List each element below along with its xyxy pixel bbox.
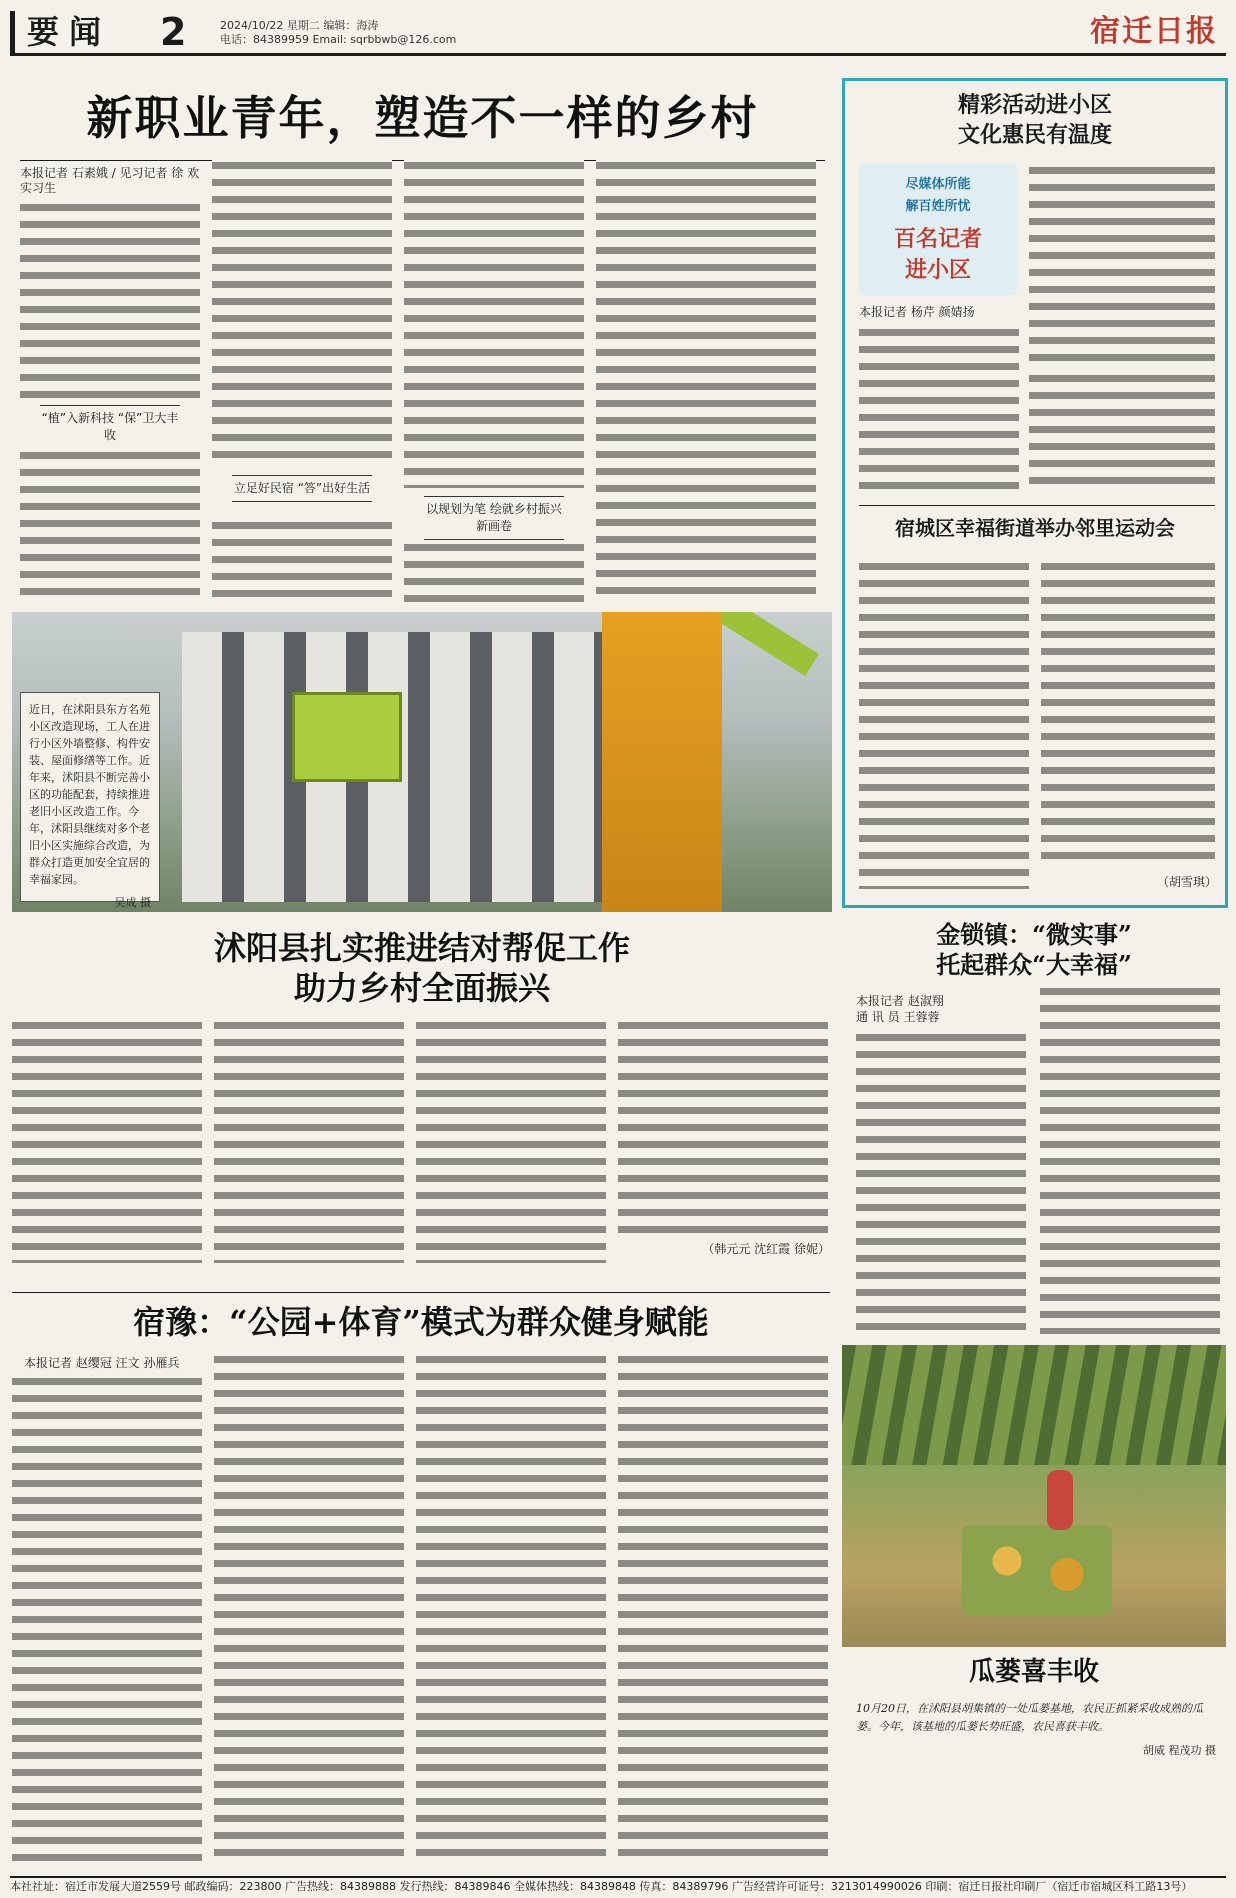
story3-column-1-text xyxy=(856,1030,1026,1335)
story3-byline-2: 通 讯 员 王蓉蓉 xyxy=(856,1010,940,1024)
masthead-info-line2: 电话：84389959 Email: sqrbbwb@126.com xyxy=(220,33,457,46)
photo1-caption: 近日，在沭阳县东方名苑小区改造现场，工人在进行小区外墙整修、构件安装、屋面修缮等工作。近年来，沭阳县不断完善小区的功能配套，持续推进老旧小区改造工作。今年，沭阳县继续对多个老旧小区实施综合改造，为群众打造更加安全宜居的幸福家园。 xyxy=(29,703,150,886)
harvest-basket xyxy=(962,1525,1112,1615)
story3-column-2-text xyxy=(1040,984,1220,1334)
sidebar-article-col-2 xyxy=(1041,559,1215,869)
page-number: 2 xyxy=(160,10,187,54)
photo1-credit: 吴成 摄 xyxy=(114,896,151,909)
sidebar-headline-1: 精彩活动进小区 xyxy=(957,92,1112,118)
badge-title-1: 百名记者 xyxy=(893,227,982,252)
footer-info: 本社社址：宿迁市发展大道2559号 邮政编码：223800 广告热线：84389888 发行热线：84389846 全媒体热线：84389848 传真：84389796 广告经营许可证号：3213014990026 印刷：宿迁日报社印刷厂（宿迁市宿城区科工路13号） xyxy=(10,1876,1226,1896)
story3-headline-1: 金锁镇：“微实事” xyxy=(936,920,1132,949)
story4-column-2-text xyxy=(214,1352,404,1864)
story2-column-3-text xyxy=(416,1018,606,1263)
harvest-photo xyxy=(842,1345,1226,1647)
story1-column-2-text xyxy=(212,158,392,468)
story3-byline-1: 本报记者 赵淑翔 xyxy=(856,994,944,1008)
story4-headline: 宿豫：“公园+体育”模式为群众健身赋能 xyxy=(133,1303,709,1341)
story4-column-1-text xyxy=(12,1374,202,1864)
story2-column-1-text xyxy=(12,1018,202,1263)
story4-column-3-text xyxy=(416,1352,606,1864)
sidebar-panel xyxy=(842,78,1228,908)
photo1-caption-box xyxy=(20,692,160,909)
story1-subhead-2: 立足好民宿 “答”出好生活 xyxy=(232,475,372,502)
story2-headline-1: 沭阳县扎实推进结对帮促工作 xyxy=(213,929,630,967)
story1-column-1-text xyxy=(20,200,200,400)
story3-headline-2: 托起群众“大幸福” xyxy=(936,950,1132,979)
photo2-caption: 10月20日，在沭阳县胡集镇的一处瓜蒌基地，农民正抓紧采收成熟的瓜蒌。今年，该基地的瓜蒌长势旺盛，农民喜获丰收。 xyxy=(856,1702,1203,1733)
badge-slogan-1: 尽媒体所能 xyxy=(905,177,971,192)
story1-column-3-text xyxy=(404,158,584,488)
badge-slogan-2: 解百姓所忧 xyxy=(905,199,971,214)
story4-column-4-text xyxy=(618,1352,828,1864)
trellis-vines xyxy=(842,1345,1226,1465)
photo2-headline: 瓜蒌喜丰收 xyxy=(968,1657,1099,1687)
story1-column-4-text xyxy=(596,158,816,603)
story2-headline-2: 助力乡村全面振兴 xyxy=(293,969,550,1007)
farmer-figure xyxy=(1047,1470,1073,1530)
sidebar-divider xyxy=(859,505,1215,506)
campaign-badge xyxy=(859,163,1017,295)
badge-title-2: 进小区 xyxy=(904,258,971,283)
sidebar-column-2-text xyxy=(1029,371,1215,491)
story1-column-1-text-b xyxy=(20,448,200,603)
sidebar-credit: （胡雪琪） xyxy=(1156,875,1217,889)
sidebar-article-col-1 xyxy=(859,559,1029,889)
sidebar-column-1-text xyxy=(859,325,1019,490)
story1-subhead-3: 以规划为笔 绘就乡村振兴新画卷 xyxy=(424,496,564,540)
story2-column-4-text xyxy=(618,1018,828,1233)
story4-byline: 本报记者 赵缨冠 汪文 孙雁兵 xyxy=(24,1356,180,1370)
sidebar-subheadline: 宿城区幸福街道举办邻里运动会 xyxy=(895,516,1175,540)
sidebar-byline: 本报记者 杨芹 颜婧扬 xyxy=(859,305,975,319)
renovation-photo xyxy=(12,612,832,912)
masthead-info xyxy=(220,19,720,53)
story1-subhead-1: “植”入新科技 “保”卫大丰收 xyxy=(40,405,180,449)
photo2-credit: 胡威 程茂功 摄 xyxy=(1143,1744,1216,1757)
story1-byline: 本报记者 石素娥 / 见习记者 徐 欢 实习生 xyxy=(20,166,200,195)
story4-top-rule xyxy=(12,1292,830,1293)
newspaper-brand: 宿迁日报 xyxy=(1090,14,1218,49)
masthead-info-line1: 2024/10/22 星期二 编辑：海涛 xyxy=(220,19,379,32)
story1-column-3-text-b xyxy=(404,540,584,603)
aerial-lift-basket xyxy=(292,692,402,782)
story1-column-2-text-b xyxy=(212,518,392,603)
sidebar-headline-2: 文化惠民有温度 xyxy=(957,122,1112,148)
masthead xyxy=(10,8,1226,56)
story1-headline: 新职业青年，塑造不一样的乡村 xyxy=(86,91,759,145)
sidebar-intro-text xyxy=(1029,163,1215,363)
story2-credit: （韩元元 沈红霞 徐妮） xyxy=(702,1242,830,1256)
construction-crane xyxy=(602,612,722,912)
section-name: 要闻 xyxy=(10,11,160,53)
story2-column-2-text xyxy=(214,1018,404,1263)
